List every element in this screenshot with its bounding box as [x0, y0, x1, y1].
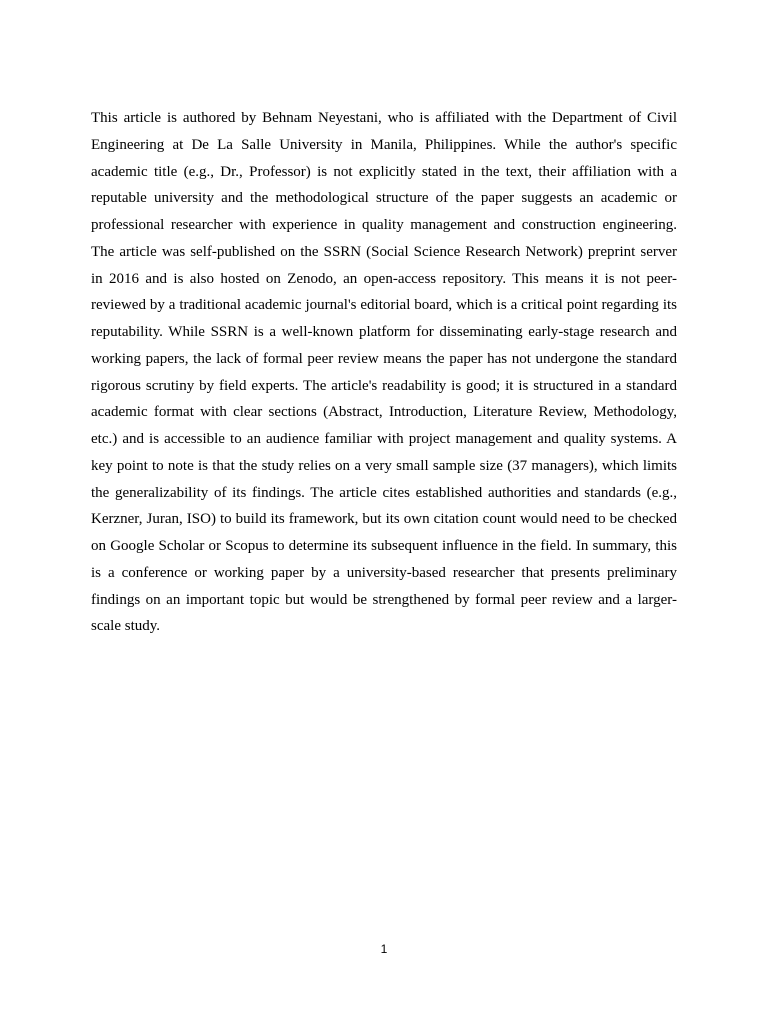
body-paragraph: This article is authored by Behnam Neyestani, who is affiliated with the Department of Civil Engineering at De La Salle University in Manila, Philippines. While the author's specific academic title (e.g., Dr., Professor) is not explicitly stated in the text, their affiliation with a reputable university and the methodological structure of the paper suggests an academic or professional researcher with experience in quality management and construction engineering. The article was self-published on the SSRN (Social Science Research Network) preprint server in 2016 and is also hosted on Zenodo, an open-access repository. This means it is not peer-reviewed by a traditional academic journal's editorial board, which is a critical point regarding its reputability. While SSRN is a well-known platform for disseminating early-stage research and working papers, the lack of formal peer review means the paper has not undergone the standard rigorous scrutiny by field experts. The article's readability is good; it is structured in a standard academic format with clear sections (Abstract, Introduction, Literature Review, Methodology, etc.) and is accessible to an audience familiar with project management and quality systems. A key point to note is that the study relies on a very small sample size (37 managers), which limits the generalizability of its findings. The article cites established authorities and standards (e.g., Kerzner, Juran, ISO) to build its framework, but its own citation count would need to be checked on Google Scholar or Scopus to determine its subsequent influence in the field. In summary, this is a conference or working paper by a university-based researcher that presents preliminary findings on an important topic but would be strengthened by formal peer review and a larger-scale study. [91, 110, 677, 635]
page-number: 1 [380, 942, 388, 956]
